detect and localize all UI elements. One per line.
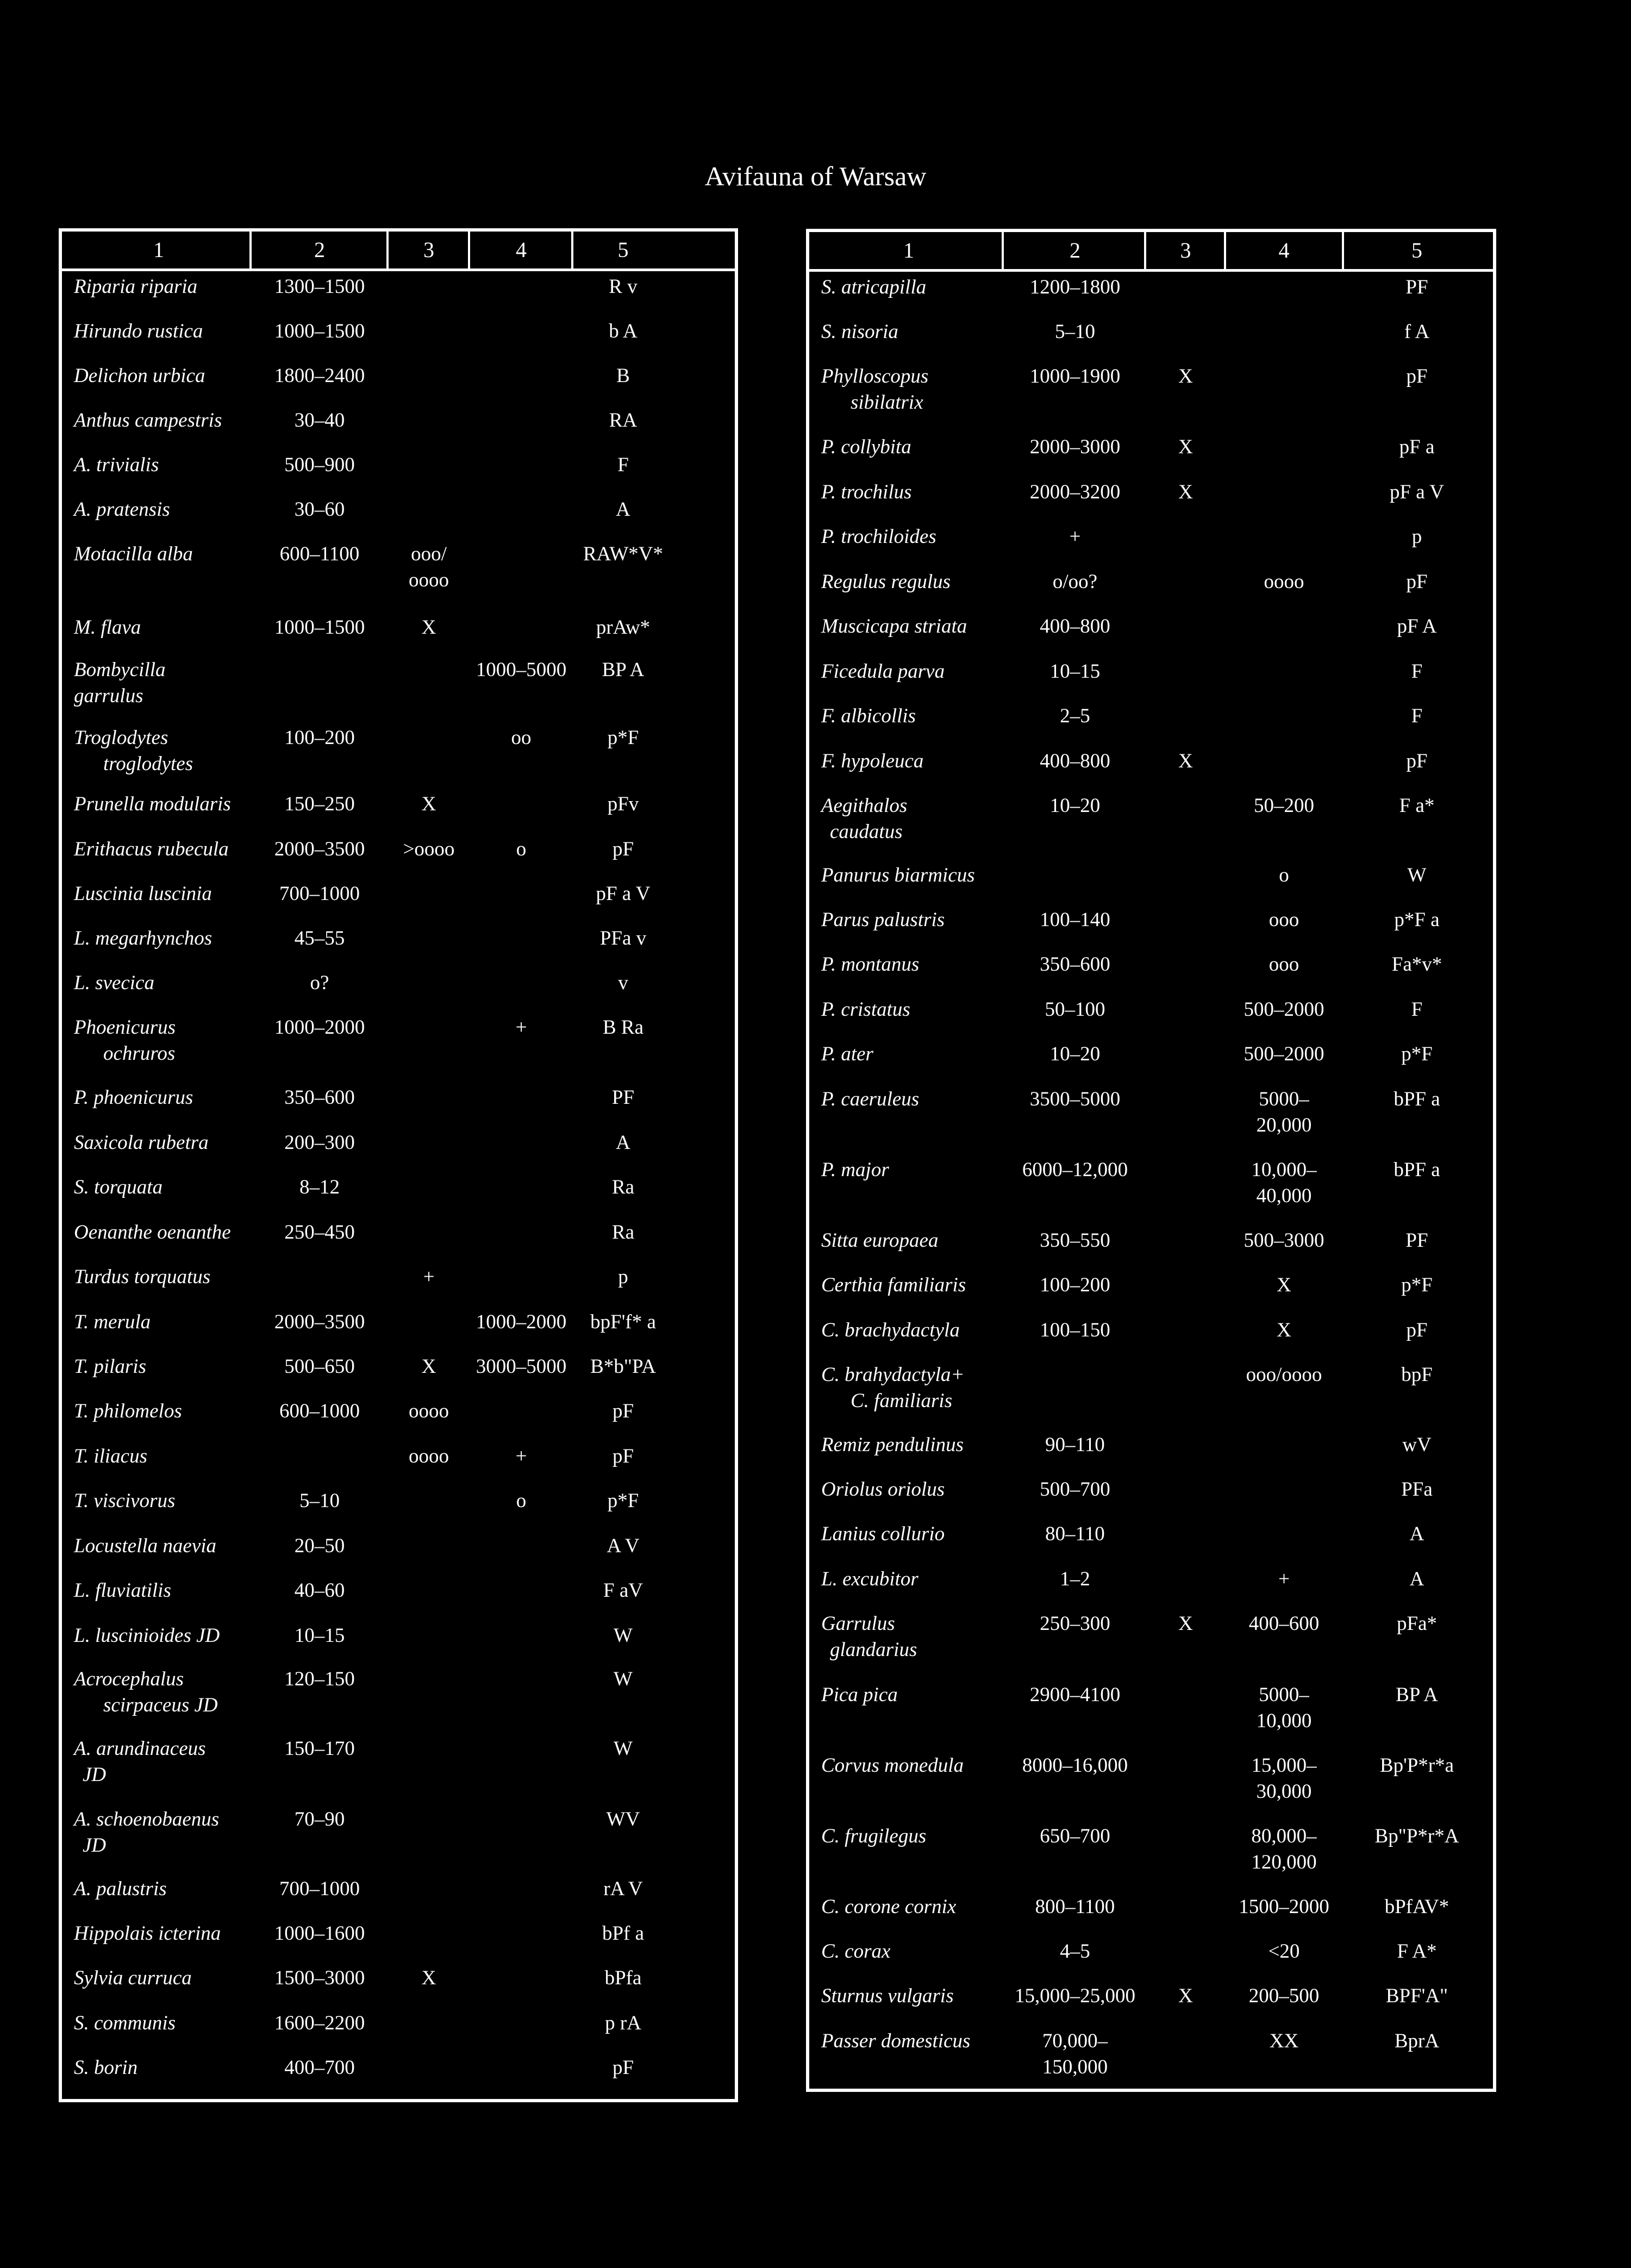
cell-col-1: F. hypoleuca	[821, 750, 924, 772]
cell-col-3: oooo	[409, 1445, 449, 1467]
cell-col-5: pF	[612, 2057, 634, 2079]
cell-col-5: F	[1411, 998, 1423, 1021]
cell-col-5: Ra	[611, 1176, 635, 1198]
cell-col-4: 1000–2000	[476, 1311, 567, 1333]
cell-col-5: bPfAV*	[1384, 1896, 1449, 1918]
cell-col-2: 400–800	[1040, 615, 1110, 638]
cell-col-5: A	[1409, 1523, 1424, 1545]
cell-col-1: A. arundinaceus JD	[74, 1738, 206, 1786]
cell-col-5: F A*	[1397, 1940, 1437, 1963]
cell-col-1: P. collybita	[821, 436, 911, 458]
cell-col-2: 400–700	[284, 2057, 355, 2079]
cell-col-1: L. luscinioides JD	[74, 1625, 220, 1647]
cell-col-1: S. atricapilla	[821, 276, 927, 298]
cell-col-1: P. phoenicurus	[74, 1086, 193, 1109]
cell-col-1: Bombycilla garrulus	[74, 659, 166, 707]
cell-col-5: p	[1411, 526, 1422, 548]
cell-col-2: 120–150	[284, 1668, 355, 1690]
cell-col-5: p*F	[607, 1490, 639, 1512]
cell-col-5: RA	[609, 409, 638, 432]
header-col-2: 2	[314, 238, 325, 262]
cell-col-2: 8–12	[299, 1176, 340, 1198]
cell-col-5: F a*	[1399, 795, 1435, 817]
cell-col-2: o/oo?	[1052, 571, 1098, 593]
cell-col-5: W	[614, 1738, 633, 1760]
cell-col-1: Phylloscopus sibilatrix	[821, 365, 929, 414]
cell-col-1: Oenanthe oenanthe	[74, 1221, 231, 1244]
cell-col-4: <20	[1268, 1940, 1300, 1963]
cell-col-1: T. iliacus	[74, 1445, 147, 1467]
cell-col-5: p*F	[1401, 1043, 1433, 1065]
cell-col-5: prAw*	[596, 616, 651, 639]
cell-col-2: 150–170	[284, 1738, 355, 1760]
cell-col-5: v	[618, 972, 628, 994]
cell-col-5: bPf a	[602, 1922, 645, 1945]
cell-col-4: o	[1279, 864, 1289, 886]
cell-col-5: BP A	[602, 659, 645, 681]
cell-col-2: 350–550	[1040, 1229, 1110, 1252]
header-col-3: 3	[423, 238, 434, 262]
cell-col-2: 2000–3500	[274, 1311, 365, 1333]
cell-col-2: 90–110	[1045, 1434, 1105, 1456]
header-col-3: 3	[1180, 238, 1191, 263]
cell-col-2: o?	[310, 972, 329, 994]
cell-col-2: 1000–1900	[1029, 365, 1121, 388]
cell-col-5: Ra	[611, 1221, 635, 1244]
cell-col-1: P. major	[821, 1159, 889, 1181]
cell-col-1: Motacilla alba	[74, 543, 193, 565]
cell-col-1: P. ater	[821, 1043, 873, 1065]
cell-col-1: C. corone cornix	[821, 1896, 957, 1918]
cell-col-3: X	[421, 1355, 436, 1378]
cell-col-5: bpF'f* a	[590, 1311, 656, 1333]
cell-col-1: Lanius collurio	[821, 1523, 945, 1545]
cell-col-2: 150–250	[284, 793, 355, 815]
cell-col-2: 700–1000	[279, 883, 360, 905]
cell-col-3: X	[421, 616, 436, 639]
cell-col-1: S. communis	[74, 2012, 176, 2034]
cell-col-3: X	[1178, 750, 1193, 772]
header-divider	[571, 232, 573, 268]
cell-col-1: P. caeruleus	[821, 1088, 920, 1110]
header-divider	[1342, 232, 1344, 269]
cell-col-2: 800–1100	[1035, 1896, 1115, 1918]
cell-col-1: Corvus monedula	[821, 1754, 964, 1777]
cell-col-1: T. viscivorus	[74, 1490, 176, 1512]
cell-col-1: C. brahydactyla+ C. familiaris	[821, 1364, 965, 1412]
cell-col-5: pF a	[1399, 436, 1435, 458]
cell-col-5: p	[618, 1266, 628, 1288]
cell-col-1: T. merula	[74, 1311, 151, 1333]
cell-col-3: X	[1178, 1985, 1193, 2007]
cell-col-4: 5000– 10,000	[1256, 1684, 1312, 1732]
cell-col-1: C. brachydactyla	[821, 1319, 960, 1341]
cell-col-1: M. flava	[74, 616, 141, 639]
cell-col-2: 250–300	[1040, 1613, 1110, 1635]
table-header	[809, 232, 1493, 272]
header-divider	[249, 232, 252, 268]
cell-col-1: Sylvia curruca	[74, 1967, 192, 1989]
cell-col-1: Acrocephalus scirpaceus JD	[74, 1668, 218, 1716]
cell-col-5: PF	[1405, 1229, 1428, 1252]
cell-col-2: 6000–12,000	[1022, 1159, 1128, 1181]
cell-col-1: Hirundo rustica	[74, 320, 203, 342]
cell-col-5: B Ra	[602, 1016, 644, 1039]
cell-col-4: +	[1278, 1568, 1290, 1590]
header-divider	[1224, 232, 1226, 269]
cell-col-4: +	[515, 1445, 527, 1467]
cell-col-5: A	[1409, 1568, 1424, 1590]
cell-col-2: 2900–4100	[1029, 1684, 1121, 1706]
cell-col-1: L. svecica	[74, 972, 154, 994]
cell-col-5: wV	[1402, 1434, 1432, 1456]
cell-col-1: P. cristatus	[821, 998, 910, 1021]
cell-col-2: 70–90	[294, 1808, 345, 1830]
cell-col-5: pF	[612, 1445, 634, 1467]
cell-col-1: Hippolais icterina	[74, 1922, 221, 1945]
cell-col-2: 15,000–25,000	[1015, 1985, 1135, 2007]
cell-col-5: W	[614, 1625, 633, 1647]
cell-col-4: 400–600	[1248, 1613, 1320, 1635]
cell-col-1: L. megarhynchos	[74, 927, 213, 949]
cell-col-4: 15,000– 30,000	[1251, 1754, 1317, 1803]
header-col-1: 1	[903, 238, 914, 263]
cell-col-2: +	[1069, 526, 1081, 548]
cell-col-2: 1–2	[1060, 1568, 1090, 1590]
cell-col-1: Riparia riparia	[74, 276, 198, 298]
cell-col-2: 500–650	[284, 1355, 355, 1378]
cell-col-2: 1000–2000	[274, 1016, 365, 1039]
cell-col-2: 5–10	[299, 1490, 340, 1512]
header-divider	[1002, 232, 1004, 269]
cell-col-5: pF	[1406, 365, 1428, 388]
cell-col-2: 100–150	[1040, 1319, 1110, 1341]
cell-col-1: Delichon urbica	[74, 365, 205, 387]
cell-col-2: 2000–3500	[274, 838, 365, 860]
cell-col-2: 30–40	[294, 409, 345, 432]
cell-col-5: p rA	[605, 2012, 641, 2034]
cell-col-1: Luscinia luscinia	[74, 883, 212, 905]
cell-col-1: S. borin	[74, 2057, 138, 2079]
cell-col-4: oooo	[1264, 571, 1304, 593]
cell-col-1: Ficedula parva	[821, 660, 945, 683]
cell-col-5: pFv	[607, 793, 639, 815]
cell-col-1: Erithacus rubecula	[74, 838, 229, 860]
header-col-2: 2	[1070, 238, 1080, 263]
header-divider	[386, 232, 389, 268]
cell-col-4: X	[1277, 1319, 1291, 1341]
cell-col-5: bpF	[1401, 1364, 1433, 1386]
species-table-left	[59, 228, 738, 2102]
cell-col-2: 1300–1500	[274, 276, 365, 298]
cell-col-1: S. torquata	[74, 1176, 163, 1198]
cell-col-1: S. nisoria	[821, 321, 898, 343]
cell-col-5: B	[616, 365, 630, 387]
cell-col-3: X	[421, 1967, 436, 1989]
cell-col-5: pF a V	[1389, 481, 1445, 503]
cell-col-4: 5000– 20,000	[1256, 1088, 1312, 1136]
cell-col-2: 30–60	[294, 498, 345, 521]
cell-col-4: 10,000– 40,000	[1251, 1159, 1317, 1207]
cell-col-2: 350–600	[284, 1086, 355, 1109]
cell-col-2: 8000–16,000	[1022, 1754, 1128, 1777]
cell-col-1: Phoenicurus ochruros	[74, 1016, 176, 1065]
cell-col-4: 50–200	[1254, 795, 1314, 817]
cell-col-1: Muscicapa striata	[821, 615, 967, 638]
cell-col-5: BPF'A"	[1385, 1985, 1448, 2007]
cell-col-2: 1600–2200	[274, 2012, 365, 2034]
cell-col-3: X	[1178, 1613, 1193, 1635]
cell-col-2: 4–5	[1060, 1940, 1090, 1963]
cell-col-4: o	[516, 1490, 527, 1512]
cell-col-1: A. palustris	[74, 1878, 167, 1900]
header-col-1: 1	[153, 238, 164, 262]
cell-col-2: 10–15	[294, 1625, 345, 1647]
cell-col-1: A. trivialis	[74, 454, 159, 476]
cell-col-5: F	[1411, 660, 1423, 683]
table-header	[62, 232, 735, 271]
cell-col-1: Sturnus vulgaris	[821, 1985, 954, 2007]
cell-col-2: 1800–2400	[274, 365, 365, 387]
cell-col-4: +	[515, 1016, 527, 1039]
cell-col-1: C. corax	[821, 1940, 891, 1963]
cell-col-4: 3000–5000	[476, 1355, 567, 1378]
cell-col-1: P. trochilus	[821, 481, 912, 503]
cell-col-2: 10–20	[1049, 795, 1101, 817]
cell-col-2: 100–140	[1040, 909, 1110, 931]
cell-col-5: Bp"P*r*A	[1374, 1825, 1459, 1847]
cell-col-3: >oooo	[403, 838, 455, 860]
cell-col-4: 500–2000	[1243, 1043, 1324, 1065]
cell-col-1: Locustella naevia	[74, 1535, 217, 1557]
cell-col-2: 650–700	[1040, 1825, 1110, 1847]
cell-col-4: XX	[1269, 2030, 1299, 2052]
cell-col-2: 400–800	[1040, 750, 1110, 772]
header-col-4: 4	[1278, 238, 1290, 263]
cell-col-5: RAW*V*	[583, 543, 664, 565]
page-title: Avifauna of Warsaw	[704, 161, 927, 191]
cell-col-1: Garrulus glandarius	[821, 1613, 917, 1661]
cell-col-5: pF A	[1397, 615, 1437, 638]
cell-col-4: oo	[511, 727, 532, 749]
cell-col-1: L. excubitor	[821, 1568, 918, 1590]
cell-col-2: 1000–1500	[274, 320, 365, 342]
cell-col-2: 80–110	[1045, 1523, 1105, 1545]
cell-col-1: Panurus biarmicus	[821, 864, 975, 886]
cell-col-5: PFa v	[599, 927, 647, 949]
cell-col-5: pF	[612, 1400, 634, 1422]
cell-col-2: 3500–5000	[1029, 1088, 1121, 1110]
cell-col-2: 10–20	[1049, 1043, 1101, 1065]
cell-col-2: 50–100	[1045, 998, 1105, 1021]
cell-col-4: 500–3000	[1243, 1229, 1324, 1252]
cell-col-3: oooo	[409, 1400, 449, 1422]
cell-col-5: bPF a	[1393, 1159, 1440, 1181]
cell-col-4: 1500–2000	[1239, 1896, 1329, 1918]
cell-col-5: f A	[1404, 321, 1430, 343]
cell-col-1: Oriolus oriolus	[821, 1478, 945, 1501]
cell-col-1: P. trochiloides	[821, 526, 936, 548]
cell-col-2: 250–450	[284, 1221, 355, 1244]
cell-col-5: p*F a	[1394, 909, 1440, 931]
cell-col-5: Bp'P*r*a	[1379, 1754, 1454, 1777]
cell-col-3: X	[1178, 436, 1193, 458]
cell-col-2: 2000–3000	[1029, 436, 1121, 458]
cell-col-2: 5–10	[1055, 321, 1095, 343]
cell-col-1: L. fluviatilis	[74, 1579, 171, 1602]
cell-col-5: bPF a	[1393, 1088, 1440, 1110]
cell-col-4: X	[1277, 1274, 1291, 1296]
cell-col-5: F	[617, 454, 629, 476]
cell-col-2: 40–60	[294, 1579, 345, 1602]
cell-col-5: A	[616, 498, 630, 521]
cell-col-1: Passer domesticus	[821, 2030, 971, 2052]
cell-col-1: T. pilaris	[74, 1355, 146, 1378]
cell-col-1: Prunella modularis	[74, 793, 231, 815]
cell-col-2: 100–200	[284, 727, 355, 749]
cell-col-3: X	[421, 793, 436, 815]
cell-col-1: Regulus regulus	[821, 571, 951, 593]
cell-col-5: pF	[1406, 571, 1428, 593]
cell-col-1: Troglodytes troglodytes	[74, 727, 193, 775]
cell-col-5: PF	[611, 1086, 635, 1109]
cell-col-2: 700–1000	[279, 1878, 360, 1900]
cell-col-1: Remiz pendulinus	[821, 1434, 964, 1456]
cell-col-4: 80,000– 120,000	[1251, 1825, 1317, 1873]
cell-col-2: 2000–3200	[1029, 481, 1121, 503]
cell-col-2: 600–1000	[279, 1400, 360, 1422]
cell-col-5: BprA	[1394, 2030, 1440, 2052]
cell-col-4: 200–500	[1248, 1985, 1320, 2007]
cell-col-5: W	[614, 1668, 633, 1690]
cell-col-4: ooo	[1268, 953, 1299, 976]
cell-col-2: 1000–1600	[274, 1922, 365, 1945]
cell-col-1: P. montanus	[821, 953, 920, 976]
cell-col-2: 70,000– 150,000	[1042, 2030, 1108, 2078]
cell-col-1: Certhia familiaris	[821, 1274, 966, 1296]
cell-col-2: 200–300	[284, 1132, 355, 1154]
cell-col-1: Turdus torquatus	[74, 1266, 211, 1288]
cell-col-2: 500–900	[284, 454, 355, 476]
cell-col-1: A. schoenobaenus JD	[74, 1808, 220, 1857]
cell-col-5: pF	[612, 838, 634, 860]
cell-col-2: 350–600	[1040, 953, 1110, 976]
cell-col-1: Pica pica	[821, 1684, 898, 1706]
cell-col-1: Saxicola rubetra	[74, 1132, 209, 1154]
cell-col-4: 500–2000	[1243, 998, 1324, 1021]
cell-col-1: Sitta europaea	[821, 1229, 939, 1252]
cell-col-2: 45–55	[294, 927, 345, 949]
header-col-4: 4	[516, 238, 527, 262]
cell-col-5: WV	[606, 1808, 640, 1830]
cell-col-4: ooo/oooo	[1246, 1364, 1322, 1386]
cell-col-1: Anthus campestris	[74, 409, 222, 432]
cell-col-2: 1000–1500	[274, 616, 365, 639]
cell-col-1: Parus palustris	[821, 909, 945, 931]
cell-col-3: ooo/ oooo	[409, 543, 449, 591]
cell-col-5: W	[1407, 864, 1427, 886]
cell-col-4: 1000–5000	[476, 659, 567, 681]
header-col-5: 5	[1411, 238, 1422, 263]
cell-col-1: T. philomelos	[74, 1400, 182, 1422]
cell-col-3: X	[1178, 365, 1193, 388]
cell-col-1: A. pratensis	[74, 498, 170, 521]
header-divider	[468, 232, 470, 268]
cell-col-5: p*F	[1401, 1274, 1433, 1296]
cell-col-5: R v	[609, 276, 638, 298]
cell-col-2: 1200–1800	[1029, 276, 1121, 298]
cell-col-5: F	[1411, 705, 1423, 727]
cell-col-2: 20–50	[294, 1535, 345, 1557]
cell-col-2: 10–15	[1049, 660, 1101, 683]
cell-col-1: C. frugilegus	[821, 1825, 927, 1847]
cell-col-5: rA V	[603, 1878, 643, 1900]
header-col-5: 5	[617, 238, 629, 262]
cell-col-5: pF	[1406, 750, 1428, 772]
cell-col-5: A V	[607, 1535, 640, 1557]
cell-col-5: pFa*	[1397, 1613, 1437, 1635]
cell-col-2: 500–700	[1040, 1478, 1110, 1501]
cell-col-5: PFa	[1401, 1478, 1433, 1501]
cell-col-5: b A	[609, 320, 638, 342]
cell-col-5: PF	[1405, 276, 1428, 298]
cell-col-5: F aV	[603, 1579, 643, 1602]
cell-col-5: pF	[1406, 1319, 1428, 1341]
cell-col-2: 1500–3000	[274, 1967, 365, 1989]
cell-col-2: 600–1100	[279, 543, 360, 565]
cell-col-3: +	[423, 1266, 435, 1288]
cell-col-5: BP A	[1396, 1684, 1438, 1706]
cell-col-2: 2–5	[1060, 705, 1090, 727]
cell-col-4: ooo	[1268, 909, 1299, 931]
cell-col-1: F. albicollis	[821, 705, 916, 727]
cell-col-5: B*b"PA	[590, 1355, 656, 1378]
cell-col-5: p*F	[607, 727, 639, 749]
cell-col-2: 100–200	[1040, 1274, 1110, 1296]
species-table-right	[806, 229, 1496, 2092]
cell-col-5: Fa*v*	[1391, 953, 1442, 976]
cell-col-4: o	[516, 838, 527, 860]
header-divider	[1144, 232, 1146, 269]
cell-col-5: pF a V	[596, 883, 651, 905]
cell-col-1: Aegithalos caudatus	[821, 795, 908, 843]
cell-col-5: bPfa	[604, 1967, 642, 1989]
cell-col-5: A	[616, 1132, 630, 1154]
cell-col-3: X	[1178, 481, 1193, 503]
